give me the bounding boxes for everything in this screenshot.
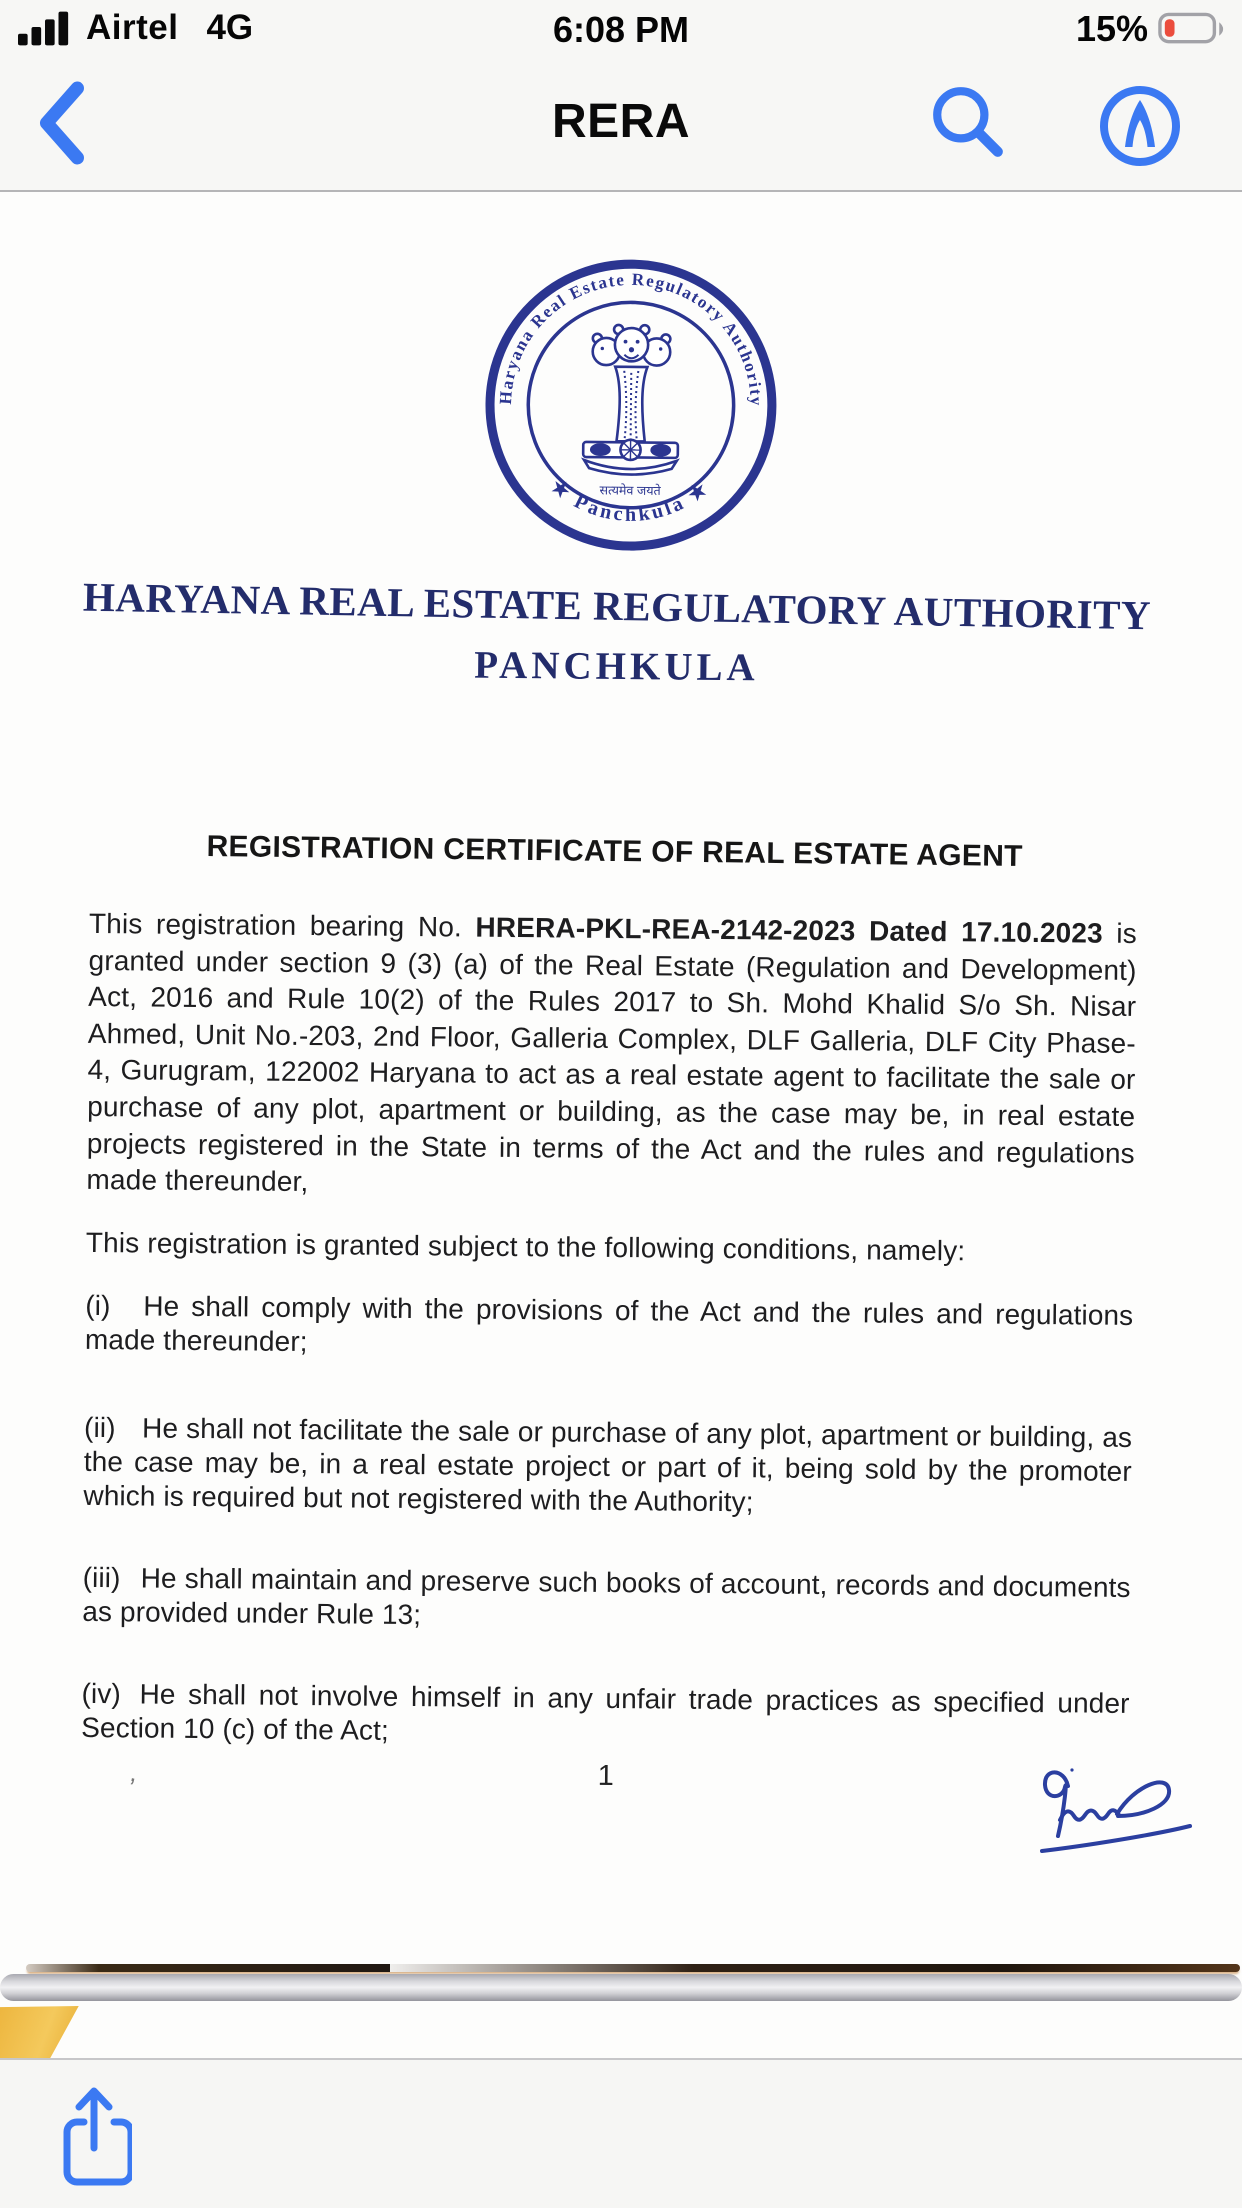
status-right-group: [1076, 8, 1228, 50]
document-page[interactable]: [0, 192, 1242, 2060]
condition-text: He shall not involve himself in any unfair trade practices as specified under Section 10 (c) of the Act;: [81, 1678, 1130, 1747]
conditions-intro: This registration is granted subject to the following conditions, namely:: [85, 1226, 966, 1267]
condition-item: [81, 1677, 1130, 1755]
paragraph-text: This registration bearing No.: [88, 907, 476, 943]
registration-number: HRERA-PKL-REA-2142-2023 Dated 17.10.2023: [475, 911, 1103, 949]
hrera-panchkula-seal: [479, 253, 784, 558]
seal-ring-text-bottom: ★ Panchkula ★: [546, 475, 714, 526]
page-edge-shadow: [0, 1974, 1242, 2001]
condition-marker: (iv): [81, 1678, 121, 1710]
condition-text: He shall maintain and preserve such books of account, records and documents as provided under Rule 13;: [82, 1562, 1131, 1631]
share-button[interactable]: [56, 2080, 132, 2191]
condition-text: He shall comply with the provisions of the Act and the rules and regulations made thereunder;: [84, 1290, 1134, 1358]
bottom-toolbar: [0, 2058, 1242, 2208]
status-bar: [0, 0, 1242, 60]
search-icon: [928, 84, 1008, 164]
carrier-label: Airtel: [86, 8, 179, 47]
paragraph-text: is granted under section 9 (3) (a) of the Real Estate (Regulation and Development) Act, 2016 and Rule 10(2) of the Rules 2017 to Sh. Mohd Khalid S/o Sh. Nisar Ahmed, Unit No.-203, 2nd Floor, Galleria Complex, DLF Galleria, DLF City Phase-4, Gurugram, 122002 Haryana to act as a real estate agent to facilitate the sale or purchase of any plot, apartment or building, as the case may be, in real estate projects registered in the State in terms of the Act and the rules and regulations made thereunder,: [86, 917, 1138, 1198]
share-icon: [56, 2080, 132, 2188]
network-type-label: 4G: [206, 8, 254, 47]
condition-marker: (i): [85, 1290, 111, 1322]
authority-name-heading: HARYANA REAL ESTATE REGULATORY AUTHORITY: [82, 573, 1152, 639]
search-button[interactable]: [928, 84, 1008, 167]
seal-motto: सत्यमेव जयते: [599, 483, 661, 498]
scan-speck: ,: [127, 1756, 142, 1788]
scanned-page-edge: [26, 1964, 1240, 1972]
page-title: RERA: [551, 95, 690, 148]
battery-percent-label: 15%: [1075, 8, 1148, 49]
clock: 6:08 PM: [552, 9, 690, 50]
condition-item: [85, 1289, 1134, 1367]
markup-pen-icon: [1098, 84, 1182, 168]
seal-ring-text-top: Haryana Real Estate Regulatory Authority: [495, 269, 766, 408]
signature: [1014, 1756, 1210, 1868]
condition-item: [83, 1411, 1132, 1523]
markup-button[interactable]: [1098, 84, 1182, 171]
condition-marker: (ii): [83, 1412, 116, 1444]
condition-item: [82, 1561, 1131, 1639]
condition-marker: (iii): [82, 1562, 121, 1594]
nav-bar: [0, 60, 1242, 192]
certificate-title: REGISTRATION CERTIFICATE OF REAL ESTATE AGENT: [206, 829, 1023, 873]
registration-paragraph: [86, 906, 1137, 1209]
condition-text: He shall not facilitate the sale or purchase of any plot, apartment or building, as the case may be, in a real estate project or part of it, being sold by the promoter which is required but not registered with the Authority;: [83, 1412, 1133, 1518]
authority-city-heading: PANCHKULA: [474, 643, 759, 690]
page-number: 1: [597, 1760, 615, 1793]
battery-low-icon: [1158, 12, 1228, 46]
